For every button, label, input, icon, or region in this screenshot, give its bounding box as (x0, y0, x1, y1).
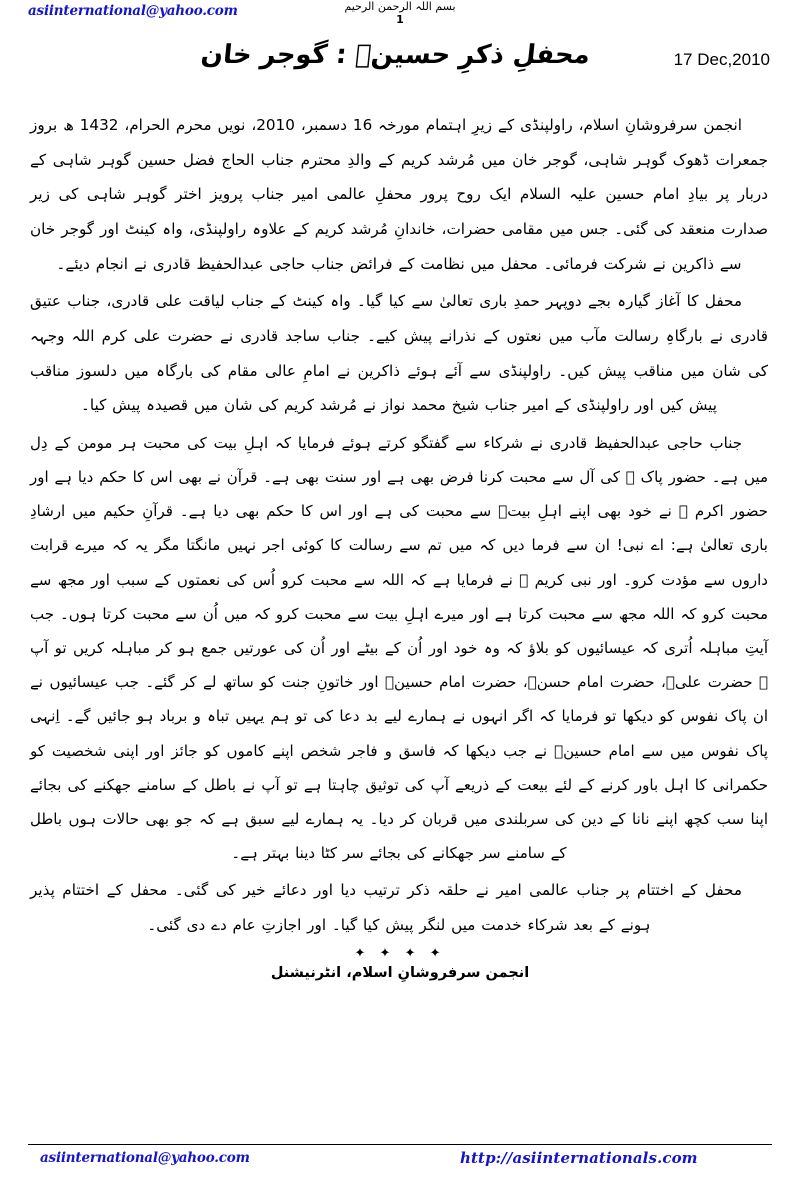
page-header (0, 0, 800, 30)
body-paragraph: جناب حاجی عبدالحفیظ قادری نے شرکاء سے گفتگو کرتے ہوئے فرمایا کہ اہلِ بیت کی محبت ہر مومن کے دِل میں ہے۔ حضور پاک ﷺ کی آل سے محبت کرنا فرض بھی ہے اور سنت بھی ہے۔ قرآن نے بھی اس کا حکم دیا ہے اور حضور اکرم ﷺ نے خود بھی اپنے اہلِ بیتؑ سے محبت کی ہے اور اس کا حکم بھی دیا ہے۔ قرآنِ حکیم میں ارشادِ باری تعالیٰ ہے: اے نبی! ان سے فرما دیں کہ میں تم سے رسالت کا کوئی اجر نہیں مانگتا مگر یہ کہ میرے قرابت داروں سے مؤدت کرو۔ اور نبی کریم ﷺ نے فرمایا ہے کہ اللہ سے محبت کرو اُس کی نعمتوں کے سبب اور مجھ سے محبت کرو کہ اللہ مجھ سے محبت کرتا ہے اور میرے اہلِ بیت سے محبت کرو کہ میں اُن سے محبت کرتا ہوں۔ جب آیتِ مباہلہ اُتری کہ عیسائیوں کو بلاؤ کہ وہ خود اور اُن کے بیٹے اور اُن کی عورتیں جمع ہو کر مباہلہ کریں تو آپ ﷺ حضرت علیؑ، حضرت امام حسنؑ، حضرت امام حسینؑ اور خاتونِ جنت کو ساتھ لے کر گئے۔ جب عیسائیوں نے ان پاک نفوس کو دیکھا تو فرمایا کہ اگر انہوں نے ہمارے لیے بد دعا کی تو ہم یہیں تباہ و برباد ہو جائیں گے۔ اِنہی پاک نفوس میں سے امام حسینؑ نے جب دیکھا کہ فاسق و فاجر شخص اپنے کاموں کو جائز اور اپنی شخصیت کو حکمرانی کا اہل باور کرنے کے لئے بیعت کے ذریعے آپ کی توثیق چاہتا ہے تو آپ نے باطل کے سامنے جھکنے کی بجائے اپنا سب کچھ اپنے نانا کے دین کی سربلندی میں قربان کر دیا۔ یہ ہمارے لیے سبق ہے کہ جو بھی حالات ہوں باطل کے سامنے سر جھکانے کی بجائے سر کٹا دینا بہتر ہے۔ (30, 433, 768, 863)
page-footer (0, 1144, 800, 1172)
footer-links (28, 1150, 772, 1172)
footer-email-link[interactable]: asiinternational@yahoo.com (40, 1150, 250, 1166)
footer-divider-rule (28, 1144, 772, 1145)
document-body (0, 108, 800, 943)
page-number: 1 (396, 13, 404, 26)
body-paragraph: انجمن سرفروشانِ اسلام، راولپنڈی کے زیرِ اہتمام مورخہ 16 دسمبر، 2010، نویں محرم الحرام، 1432 ھ بروز جمعرات ڈھوک گوہر شاہی، گوجر خان میں مُرشد کریم کے والدِ محترم جناب الحاج فضل حسین گوہر شاہی کے دربار پر بیادِ امام حسین علیہ السلام ایک روح پرور محفلِ عالمی امیر جناب پرویز اختر گوہر شاہی کی زیر صدارت منعقد کی گئی۔ جس میں مقامی حضرات، خاندانِ مُرشد کریم کے علاوہ راولپنڈی، واہ کینٹ اور گوجر خان سے ذاکرین نے شرکت فرمائی۔ محفل میں نظامت کے فرائض جناب حاجی عبدالحفیظ قادری نے انجام دیئے۔ (30, 116, 768, 273)
body-paragraph: محفل کا آغاز گیارہ بجے دوپہر حمدِ باری تعالیٰ سے کیا گیا۔ واہ کینٹ کے جناب لیاقت علی قادری، جناب عتیق قادری نے بارگاہِ رسالت مآب میں نعتوں کے نذرانے پیش کیے۔ جناب ساجد قادری نے حضرت علی کرم اللہ وجہہ کی شان میں مناقب پیش کیں۔ راولپنڈی سے آئے ہوئے ذاکرین نے امامِ عالی مقام کی بارگاہ میں دلسوز مناقب پیش کیں اور راولپنڈی کے امیر جناب شیخ محمد نواز نے مُرشد کریم کی شان میں قصیدہ پیش کیا۔ (30, 292, 768, 415)
header-email-link[interactable]: asiinternational@yahoo.com (28, 3, 238, 19)
body-paragraph: محفل کے اختتام پر جناب عالمی امیر نے حلقہ ذکر ترتیب دیا اور دعائے خیر کی گئی۔ محفل کے اختتام پذیر ہونے کے بعد شرکاء خدمت میں لنگر پیش کیا گیا۔ اور اجازتِ عام دے دی گئی۔ (30, 881, 742, 934)
title-block (0, 30, 800, 108)
document-date: 17 Dec,2010 (673, 50, 770, 69)
bismillah-text: بسم اللہ الرحمن الرحیم (344, 0, 456, 13)
document-title: محفلِ ذکرِ حسینؑ : گوجر خان (199, 40, 592, 70)
footer-website-link[interactable]: http://asiinternationals.com (460, 1149, 698, 1167)
ornament-divider: ✦ ✦ ✦ ✦ (354, 945, 446, 961)
organization-name: انجمن سرفروشانِ اسلام، انٹرنیشنل (270, 964, 530, 981)
